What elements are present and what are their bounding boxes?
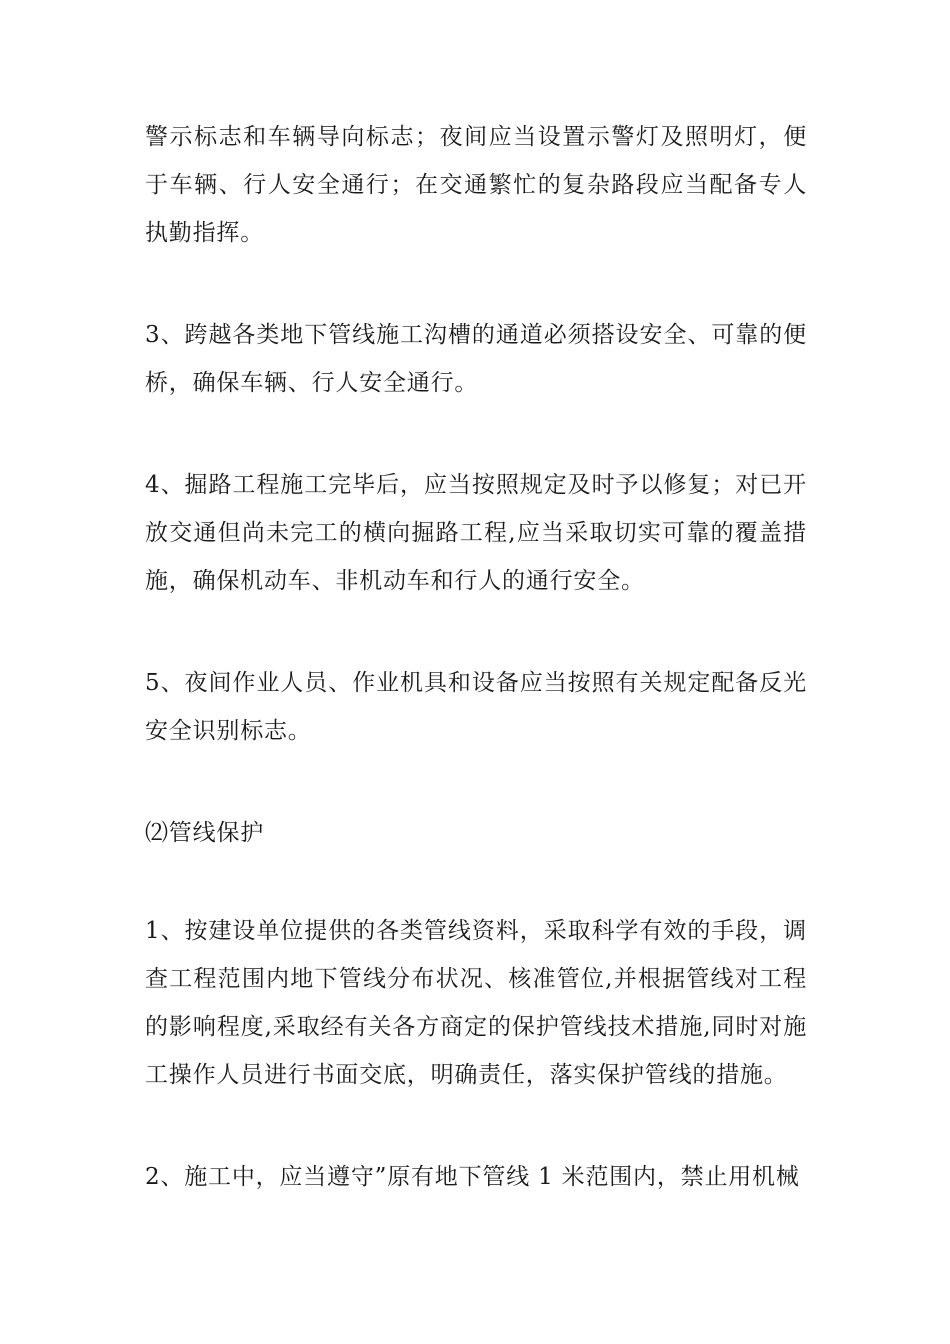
paragraph-item-4: 4、掘路工程施工完毕后，应当按照规定及时予以修复；对已开放交通但尚未完工的横向掘路工程,应当采取切实可靠的覆盖措施，确保机动车、非机动车和行人的通行安全。 bbox=[145, 472, 807, 594]
paragraph-pipeline-item-2: 2、施工中，应当遵守”原有地下管线 1 米范围内，禁止用机械 bbox=[145, 1164, 800, 1190]
paragraph-item-5: 5、夜间作业人员、作业机具和设备应当按照有关规定配备反光安全识别标志。 bbox=[145, 670, 807, 744]
document-body bbox=[145, 113, 807, 1255]
paragraph-warning-signs: 警示标志和车辆导向标志；夜间应当设置示警灯及照明灯，便于车辆、行人安全通行；在交通繁忙的复杂路段应当配备专人执勤指挥。 bbox=[145, 124, 807, 246]
section-heading-pipeline-protection: ⑵管线保护 bbox=[145, 820, 264, 846]
paragraph-pipeline-item-1: 1、按建设单位提供的各类管线资料，采取科学有效的手段，调查工程范围内地下管线分布状况、核准管位,并根据管线对工程的影响程度,采取经有关各方商定的保护管线技术措施,同时对施工操作人员进行书面交底，明确责任，落实保护管线的措施。 bbox=[145, 918, 807, 1088]
paragraph-item-3: 3、跨越各类地下管线施工沟槽的通道必须搭设安全、可靠的便桥，确保车辆、行人安全通行。 bbox=[145, 322, 807, 396]
